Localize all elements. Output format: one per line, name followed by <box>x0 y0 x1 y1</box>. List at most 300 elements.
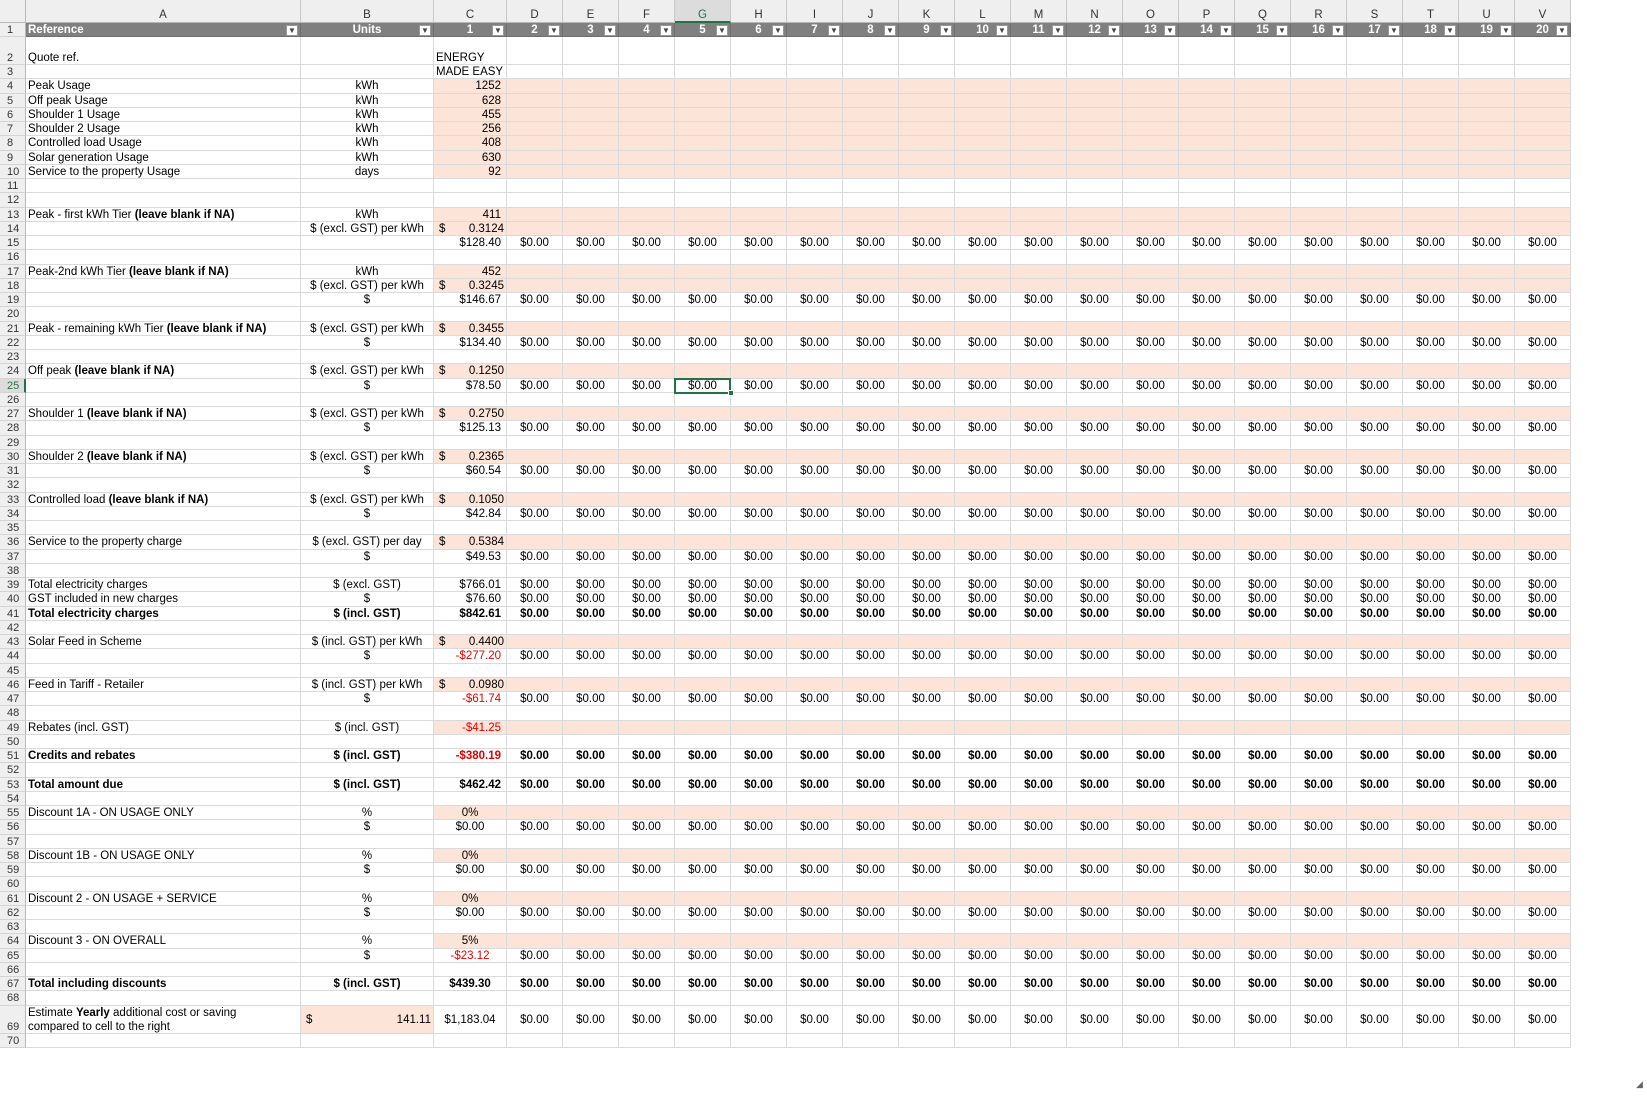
cell-e30[interactable] <box>563 450 619 464</box>
cell-h27[interactable] <box>731 407 787 421</box>
column-header-g[interactable]: G <box>675 0 731 23</box>
cell-q55[interactable] <box>1235 806 1291 820</box>
cell-f65[interactable]: $0.00 <box>619 949 675 963</box>
cell-u64[interactable] <box>1459 934 1515 948</box>
cell-i59[interactable]: $0.00 <box>787 863 843 877</box>
cell-v36[interactable] <box>1515 535 1571 549</box>
cell-k38[interactable] <box>899 564 955 578</box>
cell-k30[interactable] <box>899 450 955 464</box>
cell-d44[interactable]: $0.00 <box>507 649 563 663</box>
cell-j25[interactable]: $0.00 <box>843 379 899 393</box>
cell-i31[interactable]: $0.00 <box>787 464 843 478</box>
cell-p26[interactable] <box>1179 393 1235 407</box>
cell-a32[interactable] <box>26 478 301 492</box>
cell-o2[interactable] <box>1123 37 1179 65</box>
cell-r47[interactable]: $0.00 <box>1291 692 1347 706</box>
cell-f16[interactable] <box>619 250 675 264</box>
cell-l51[interactable]: $0.00 <box>955 749 1011 763</box>
cell-k68[interactable] <box>899 991 955 1005</box>
fill-handle[interactable] <box>728 390 734 396</box>
cell-f67[interactable]: $0.00 <box>619 977 675 991</box>
cell-u53[interactable]: $0.00 <box>1459 778 1515 792</box>
cell-f69[interactable]: $0.00 <box>619 1006 675 1034</box>
cell-f52[interactable] <box>619 763 675 777</box>
cell-b31[interactable]: $ <box>301 464 434 478</box>
cell-o40[interactable]: $0.00 <box>1123 592 1179 606</box>
cell-k63[interactable] <box>899 920 955 934</box>
cell-c5[interactable]: 628 <box>434 94 507 108</box>
cell-b36[interactable]: $ (excl. GST) per day <box>301 535 434 549</box>
cell-m10[interactable] <box>1011 165 1067 179</box>
cell-n63[interactable] <box>1067 920 1123 934</box>
cell-k14[interactable] <box>899 222 955 236</box>
cell-j55[interactable] <box>843 806 899 820</box>
cell-i12[interactable] <box>787 193 843 207</box>
cell-h11[interactable] <box>731 179 787 193</box>
cell-t61[interactable] <box>1403 892 1459 906</box>
cell-h65[interactable]: $0.00 <box>731 949 787 963</box>
cell-u17[interactable] <box>1459 265 1515 279</box>
cell-f47[interactable]: $0.00 <box>619 692 675 706</box>
cell-o54[interactable] <box>1123 792 1179 806</box>
cell-o22[interactable]: $0.00 <box>1123 336 1179 350</box>
cell-l70[interactable] <box>955 1034 1011 1048</box>
cell-q32[interactable] <box>1235 478 1291 492</box>
cell-b34[interactable]: $ <box>301 507 434 521</box>
cell-a45[interactable] <box>26 664 301 678</box>
cell-p30[interactable] <box>1179 450 1235 464</box>
filter-header-units[interactable] <box>301 23 434 37</box>
filter-dropdown-icon[interactable]: ▼ <box>419 25 431 36</box>
cell-g53[interactable]: $0.00 <box>675 778 731 792</box>
cell-t49[interactable] <box>1403 721 1459 735</box>
cell-k69[interactable]: $0.00 <box>899 1006 955 1034</box>
cell-g44[interactable]: $0.00 <box>675 649 731 663</box>
cell-s51[interactable]: $0.00 <box>1347 749 1403 763</box>
cell-n46[interactable] <box>1067 678 1123 692</box>
cell-f7[interactable] <box>619 122 675 136</box>
cell-m44[interactable]: $0.00 <box>1011 649 1067 663</box>
cell-k15[interactable]: $0.00 <box>899 236 955 250</box>
cell-r22[interactable]: $0.00 <box>1291 336 1347 350</box>
cell-h7[interactable] <box>731 122 787 136</box>
cell-u2[interactable] <box>1459 37 1515 65</box>
cell-t25[interactable]: $0.00 <box>1403 379 1459 393</box>
cell-q27[interactable] <box>1235 407 1291 421</box>
cell-g23[interactable] <box>675 350 731 364</box>
cell-a28[interactable] <box>26 421 301 435</box>
cell-m46[interactable] <box>1011 678 1067 692</box>
cell-u55[interactable] <box>1459 806 1515 820</box>
cell-i26[interactable] <box>787 393 843 407</box>
cell-l24[interactable] <box>955 364 1011 378</box>
cell-q63[interactable] <box>1235 920 1291 934</box>
cell-i53[interactable]: $0.00 <box>787 778 843 792</box>
cell-j3[interactable] <box>843 65 899 79</box>
cell-p29[interactable] <box>1179 436 1235 450</box>
cell-e20[interactable] <box>563 307 619 321</box>
cell-u31[interactable]: $0.00 <box>1459 464 1515 478</box>
cell-u43[interactable] <box>1459 635 1515 649</box>
cell-v41[interactable]: $0.00 <box>1515 607 1571 621</box>
cell-r27[interactable] <box>1291 407 1347 421</box>
cell-h66[interactable] <box>731 963 787 977</box>
cell-v43[interactable] <box>1515 635 1571 649</box>
cell-l53[interactable]: $0.00 <box>955 778 1011 792</box>
cell-o38[interactable] <box>1123 564 1179 578</box>
cell-g21[interactable] <box>675 322 731 336</box>
cell-a27[interactable] <box>26 407 301 421</box>
row-header[interactable]: 6 <box>0 108 26 122</box>
cell-a44[interactable] <box>26 649 301 663</box>
cell-v31[interactable]: $0.00 <box>1515 464 1571 478</box>
cell-g43[interactable] <box>675 635 731 649</box>
cell-g68[interactable] <box>675 991 731 1005</box>
cell-m70[interactable] <box>1011 1034 1067 1048</box>
cell-f27[interactable] <box>619 407 675 421</box>
cell-g26[interactable] <box>675 393 731 407</box>
cell-t5[interactable] <box>1403 94 1459 108</box>
cell-n9[interactable] <box>1067 151 1123 165</box>
cell-j46[interactable] <box>843 678 899 692</box>
cell-u40[interactable]: $0.00 <box>1459 592 1515 606</box>
cell-s10[interactable] <box>1347 165 1403 179</box>
cell-r44[interactable]: $0.00 <box>1291 649 1347 663</box>
cell-g47[interactable]: $0.00 <box>675 692 731 706</box>
cell-l38[interactable] <box>955 564 1011 578</box>
row-header[interactable]: 16 <box>0 250 26 264</box>
cell-r62[interactable]: $0.00 <box>1291 906 1347 920</box>
cell-b47[interactable]: $ <box>301 692 434 706</box>
cell-a50[interactable] <box>26 735 301 749</box>
cell-r21[interactable] <box>1291 322 1347 336</box>
cell-g27[interactable] <box>675 407 731 421</box>
cell-q23[interactable] <box>1235 350 1291 364</box>
cell-f64[interactable] <box>619 934 675 948</box>
row-header[interactable]: 21 <box>0 322 26 336</box>
cell-r26[interactable] <box>1291 393 1347 407</box>
cell-k3[interactable] <box>899 65 955 79</box>
cell-g67[interactable]: $0.00 <box>675 977 731 991</box>
cell-v63[interactable] <box>1515 920 1571 934</box>
cell-h26[interactable] <box>731 393 787 407</box>
cell-p43[interactable] <box>1179 635 1235 649</box>
cell-t15[interactable]: $0.00 <box>1403 236 1459 250</box>
cell-u12[interactable] <box>1459 193 1515 207</box>
cell-k36[interactable] <box>899 535 955 549</box>
cell-l57[interactable] <box>955 835 1011 849</box>
cell-j17[interactable] <box>843 265 899 279</box>
cell-e2[interactable] <box>563 37 619 65</box>
cell-g39[interactable]: $0.00 <box>675 578 731 592</box>
cell-d62[interactable]: $0.00 <box>507 906 563 920</box>
cell-g69[interactable]: $0.00 <box>675 1006 731 1034</box>
filter-header-quote[interactable] <box>1347 23 1403 37</box>
cell-h38[interactable] <box>731 564 787 578</box>
cell-s36[interactable] <box>1347 535 1403 549</box>
cell-b64[interactable]: % <box>301 934 434 948</box>
cell-q7[interactable] <box>1235 122 1291 136</box>
cell-c13[interactable]: 411 <box>434 208 507 222</box>
cell-u30[interactable] <box>1459 450 1515 464</box>
cell-p36[interactable] <box>1179 535 1235 549</box>
cell-o67[interactable]: $0.00 <box>1123 977 1179 991</box>
cell-d11[interactable] <box>507 179 563 193</box>
cell-t60[interactable] <box>1403 877 1459 891</box>
cell-t38[interactable] <box>1403 564 1459 578</box>
cell-g15[interactable]: $0.00 <box>675 236 731 250</box>
cell-e26[interactable] <box>563 393 619 407</box>
cell-n8[interactable] <box>1067 136 1123 150</box>
cell-g6[interactable] <box>675 108 731 122</box>
cell-c43[interactable] <box>434 635 507 649</box>
cell-s28[interactable]: $0.00 <box>1347 421 1403 435</box>
cell-q51[interactable]: $0.00 <box>1235 749 1291 763</box>
cell-v46[interactable] <box>1515 678 1571 692</box>
cell-g52[interactable] <box>675 763 731 777</box>
cell-m17[interactable] <box>1011 265 1067 279</box>
cell-o14[interactable] <box>1123 222 1179 236</box>
cell-v17[interactable] <box>1515 265 1571 279</box>
cell-g25[interactable]: $0.00 <box>675 379 731 393</box>
cell-e49[interactable] <box>563 721 619 735</box>
cell-a62[interactable] <box>26 906 301 920</box>
cell-d3[interactable] <box>507 65 563 79</box>
cell-d10[interactable] <box>507 165 563 179</box>
cell-m3[interactable] <box>1011 65 1067 79</box>
cell-l66[interactable] <box>955 963 1011 977</box>
cell-r37[interactable]: $0.00 <box>1291 550 1347 564</box>
cell-f4[interactable] <box>619 79 675 93</box>
cell-c10[interactable]: 92 <box>434 165 507 179</box>
cell-o29[interactable] <box>1123 436 1179 450</box>
cell-n25[interactable]: $0.00 <box>1067 379 1123 393</box>
row-header[interactable]: 32 <box>0 478 26 492</box>
column-header-a[interactable]: A <box>26 0 301 23</box>
cell-o26[interactable] <box>1123 393 1179 407</box>
cell-p46[interactable] <box>1179 678 1235 692</box>
cell-t18[interactable] <box>1403 279 1459 293</box>
cell-q40[interactable]: $0.00 <box>1235 592 1291 606</box>
cell-h53[interactable]: $0.00 <box>731 778 787 792</box>
row-header[interactable]: 50 <box>0 735 26 749</box>
cell-p9[interactable] <box>1179 151 1235 165</box>
cell-l11[interactable] <box>955 179 1011 193</box>
cell-v67[interactable]: $0.00 <box>1515 977 1571 991</box>
cell-k32[interactable] <box>899 478 955 492</box>
cell-u57[interactable] <box>1459 835 1515 849</box>
cell-q14[interactable] <box>1235 222 1291 236</box>
cell-o33[interactable] <box>1123 493 1179 507</box>
cell-j8[interactable] <box>843 136 899 150</box>
cell-a31[interactable] <box>26 464 301 478</box>
cell-r30[interactable] <box>1291 450 1347 464</box>
cell-p8[interactable] <box>1179 136 1235 150</box>
row-header[interactable]: 10 <box>0 165 26 179</box>
cell-v9[interactable] <box>1515 151 1571 165</box>
cell-c52[interactable] <box>434 763 507 777</box>
cell-l10[interactable] <box>955 165 1011 179</box>
cell-d55[interactable] <box>507 806 563 820</box>
cell-e50[interactable] <box>563 735 619 749</box>
cell-k10[interactable] <box>899 165 955 179</box>
cell-a9[interactable] <box>26 151 301 165</box>
cell-a13[interactable] <box>26 208 301 222</box>
cell-e61[interactable] <box>563 892 619 906</box>
cell-l16[interactable] <box>955 250 1011 264</box>
cell-o43[interactable] <box>1123 635 1179 649</box>
cell-q9[interactable] <box>1235 151 1291 165</box>
cell-f12[interactable] <box>619 193 675 207</box>
cell-b52[interactable] <box>301 763 434 777</box>
cell-v2[interactable] <box>1515 37 1571 65</box>
cell-e62[interactable]: $0.00 <box>563 906 619 920</box>
cell-q18[interactable] <box>1235 279 1291 293</box>
cell-j35[interactable] <box>843 521 899 535</box>
cell-i39[interactable]: $0.00 <box>787 578 843 592</box>
cell-h49[interactable] <box>731 721 787 735</box>
cell-q25[interactable]: $0.00 <box>1235 379 1291 393</box>
cell-t46[interactable] <box>1403 678 1459 692</box>
cell-f14[interactable] <box>619 222 675 236</box>
cell-j61[interactable] <box>843 892 899 906</box>
cell-f68[interactable] <box>619 991 675 1005</box>
row-header[interactable]: 29 <box>0 436 26 450</box>
cell-m26[interactable] <box>1011 393 1067 407</box>
cell-g59[interactable]: $0.00 <box>675 863 731 877</box>
cell-u22[interactable]: $0.00 <box>1459 336 1515 350</box>
cell-o15[interactable]: $0.00 <box>1123 236 1179 250</box>
cell-m47[interactable]: $0.00 <box>1011 692 1067 706</box>
cell-c49[interactable]: -$41.25 <box>434 721 507 735</box>
cell-l25[interactable]: $0.00 <box>955 379 1011 393</box>
cell-j63[interactable] <box>843 920 899 934</box>
cell-n39[interactable]: $0.00 <box>1067 578 1123 592</box>
cell-e55[interactable] <box>563 806 619 820</box>
filter-dropdown-icon[interactable]: ▼ <box>996 25 1008 36</box>
cell-b65[interactable]: $ <box>301 949 434 963</box>
cell-b6[interactable]: kWh <box>301 108 434 122</box>
cell-s6[interactable] <box>1347 108 1403 122</box>
cell-b3[interactable] <box>301 65 434 79</box>
cell-l5[interactable] <box>955 94 1011 108</box>
cell-p61[interactable] <box>1179 892 1235 906</box>
cell-d41[interactable]: $0.00 <box>507 607 563 621</box>
cell-q64[interactable] <box>1235 934 1291 948</box>
cell-g42[interactable] <box>675 621 731 635</box>
cell-p40[interactable]: $0.00 <box>1179 592 1235 606</box>
cell-d21[interactable] <box>507 322 563 336</box>
cell-i51[interactable]: $0.00 <box>787 749 843 763</box>
cell-s48[interactable] <box>1347 706 1403 720</box>
cell-c54[interactable] <box>434 792 507 806</box>
cell-u3[interactable] <box>1459 65 1515 79</box>
cell-v65[interactable]: $0.00 <box>1515 949 1571 963</box>
cell-i6[interactable] <box>787 108 843 122</box>
cell-h6[interactable] <box>731 108 787 122</box>
cell-q62[interactable]: $0.00 <box>1235 906 1291 920</box>
cell-e7[interactable] <box>563 122 619 136</box>
cell-n27[interactable] <box>1067 407 1123 421</box>
cell-d45[interactable] <box>507 664 563 678</box>
cell-l61[interactable] <box>955 892 1011 906</box>
cell-k27[interactable] <box>899 407 955 421</box>
cell-d17[interactable] <box>507 265 563 279</box>
cell-r32[interactable] <box>1291 478 1347 492</box>
row-header[interactable]: 66 <box>0 963 26 977</box>
cell-f54[interactable] <box>619 792 675 806</box>
cell-u19[interactable]: $0.00 <box>1459 293 1515 307</box>
cell-j57[interactable] <box>843 835 899 849</box>
filter-dropdown-icon[interactable]: ▼ <box>884 25 896 36</box>
cell-e24[interactable] <box>563 364 619 378</box>
cell-d35[interactable] <box>507 521 563 535</box>
cell-s58[interactable] <box>1347 849 1403 863</box>
cell-e6[interactable] <box>563 108 619 122</box>
cell-i10[interactable] <box>787 165 843 179</box>
cell-f36[interactable] <box>619 535 675 549</box>
cell-n22[interactable]: $0.00 <box>1067 336 1123 350</box>
cell-p48[interactable] <box>1179 706 1235 720</box>
cell-s53[interactable]: $0.00 <box>1347 778 1403 792</box>
column-header-b[interactable]: B <box>301 0 434 23</box>
cell-o68[interactable] <box>1123 991 1179 1005</box>
cell-l56[interactable]: $0.00 <box>955 820 1011 834</box>
cell-n4[interactable] <box>1067 79 1123 93</box>
column-header-j[interactable]: J <box>843 0 899 23</box>
cell-r59[interactable]: $0.00 <box>1291 863 1347 877</box>
cell-s26[interactable] <box>1347 393 1403 407</box>
cell-l12[interactable] <box>955 193 1011 207</box>
cell-h21[interactable] <box>731 322 787 336</box>
cell-f46[interactable] <box>619 678 675 692</box>
cell-a39[interactable] <box>26 578 301 592</box>
cell-c46[interactable] <box>434 678 507 692</box>
cell-d60[interactable] <box>507 877 563 891</box>
cell-e17[interactable] <box>563 265 619 279</box>
cell-s41[interactable]: $0.00 <box>1347 607 1403 621</box>
cell-t53[interactable]: $0.00 <box>1403 778 1459 792</box>
cell-o42[interactable] <box>1123 621 1179 635</box>
cell-u20[interactable] <box>1459 307 1515 321</box>
cell-r43[interactable] <box>1291 635 1347 649</box>
cell-s39[interactable]: $0.00 <box>1347 578 1403 592</box>
cell-s60[interactable] <box>1347 877 1403 891</box>
cell-n34[interactable]: $0.00 <box>1067 507 1123 521</box>
cell-e54[interactable] <box>563 792 619 806</box>
row-header[interactable]: 25 <box>0 379 26 393</box>
cell-t34[interactable]: $0.00 <box>1403 507 1459 521</box>
row-header[interactable]: 5 <box>0 94 26 108</box>
cell-u8[interactable] <box>1459 136 1515 150</box>
cell-j16[interactable] <box>843 250 899 264</box>
cell-h20[interactable] <box>731 307 787 321</box>
cell-k9[interactable] <box>899 151 955 165</box>
cell-d64[interactable] <box>507 934 563 948</box>
cell-r25[interactable]: $0.00 <box>1291 379 1347 393</box>
filter-header-quote[interactable] <box>787 23 843 37</box>
cell-j24[interactable] <box>843 364 899 378</box>
cell-a26[interactable] <box>26 393 301 407</box>
cell-b19[interactable]: $ <box>301 293 434 307</box>
cell-f32[interactable] <box>619 478 675 492</box>
cell-t67[interactable]: $0.00 <box>1403 977 1459 991</box>
cell-e25[interactable]: $0.00 <box>563 379 619 393</box>
cell-e28[interactable]: $0.00 <box>563 421 619 435</box>
cell-f35[interactable] <box>619 521 675 535</box>
cell-s3[interactable] <box>1347 65 1403 79</box>
cell-n16[interactable] <box>1067 250 1123 264</box>
